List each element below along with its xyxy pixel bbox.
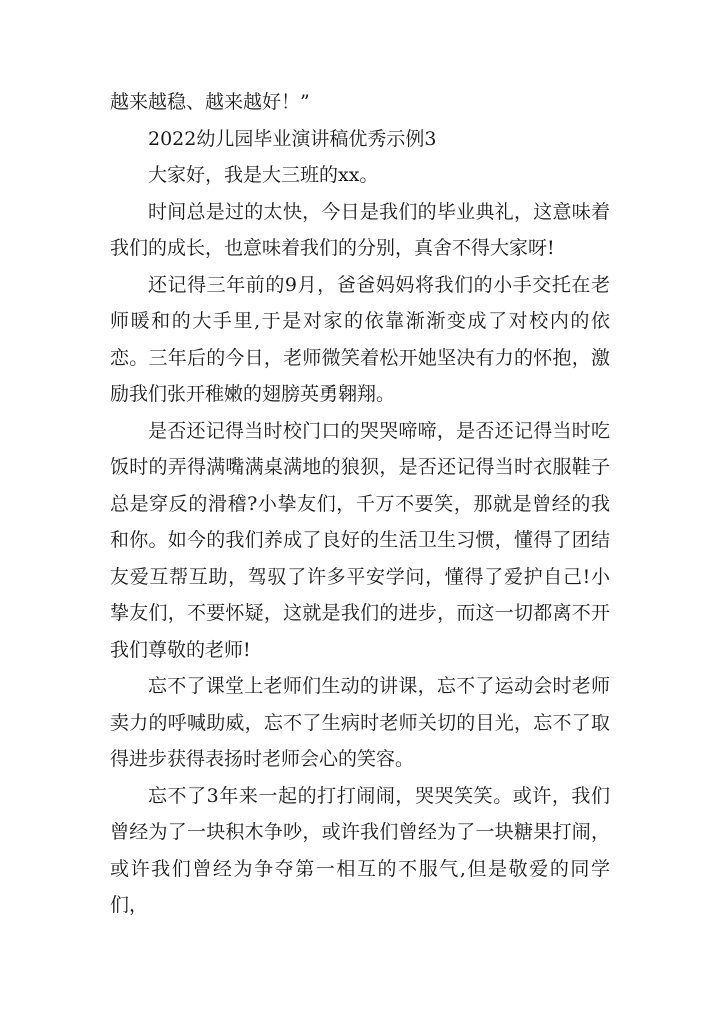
paragraph-greeting: 大家好，我是大三班的xx。 (148, 164, 379, 186)
paragraph-memories: 还记得三年前的9月，爸爸妈妈将我们的小手交托在老师暖和的大手里,于是对家的依靠渐渐变成了对校内的依恋。三年后的今日，老师微笑着松开她坚决有力的怀抱，激励我们张开稚嫩的翅膀英勇翱翔。 (110, 273, 610, 405)
section-heading: 2022幼儿园毕业演讲稿优秀示例3 (148, 127, 437, 150)
paragraph-teachers: 忘不了课堂上老师们生动的讲课，忘不了运动会时老师卖力的呼喊助威，忘不了生病时老师关切的目光，忘不了取得进步获得表扬时老师会心的笑容。 (110, 675, 610, 770)
paragraph-closing-quote: 越来越稳、越来越好！” (110, 91, 310, 113)
paragraph-classmates: 忘不了3年来一起的打打闹闹，哭哭笑笑。或许，我们曾经为了一块积木争吵，或许我们曾经为了一块糖果打闹，或许我们曾经为争夺第一相互的不服气,但是敬爱的同学们， (110, 784, 610, 916)
document-body (110, 84, 610, 924)
paragraph-growth: 是否还记得当时校门口的哭哭啼啼，是否还记得当时吃饭时的弄得满嘴满桌满地的狼狈，是否还记得当时衣服鞋子总是穿反的滑稽?小挚友们，千万不要笑，那就是曾经的我和你。如今的我们养成了良好的生活卫生习惯，懂得了团结友爱互帮互助，驾驭了许多平安学问，懂得了爱护自己!小挚友们，不要怀疑，这就是我们的进步，而这一切都离不开我们尊敬的老师! (110, 419, 610, 661)
paragraph-graduation: 时间总是过的太快，今日是我们的毕业典礼，这意味着我们的成长，也意味着我们的分别，真舍不得大家呀! (110, 200, 610, 259)
